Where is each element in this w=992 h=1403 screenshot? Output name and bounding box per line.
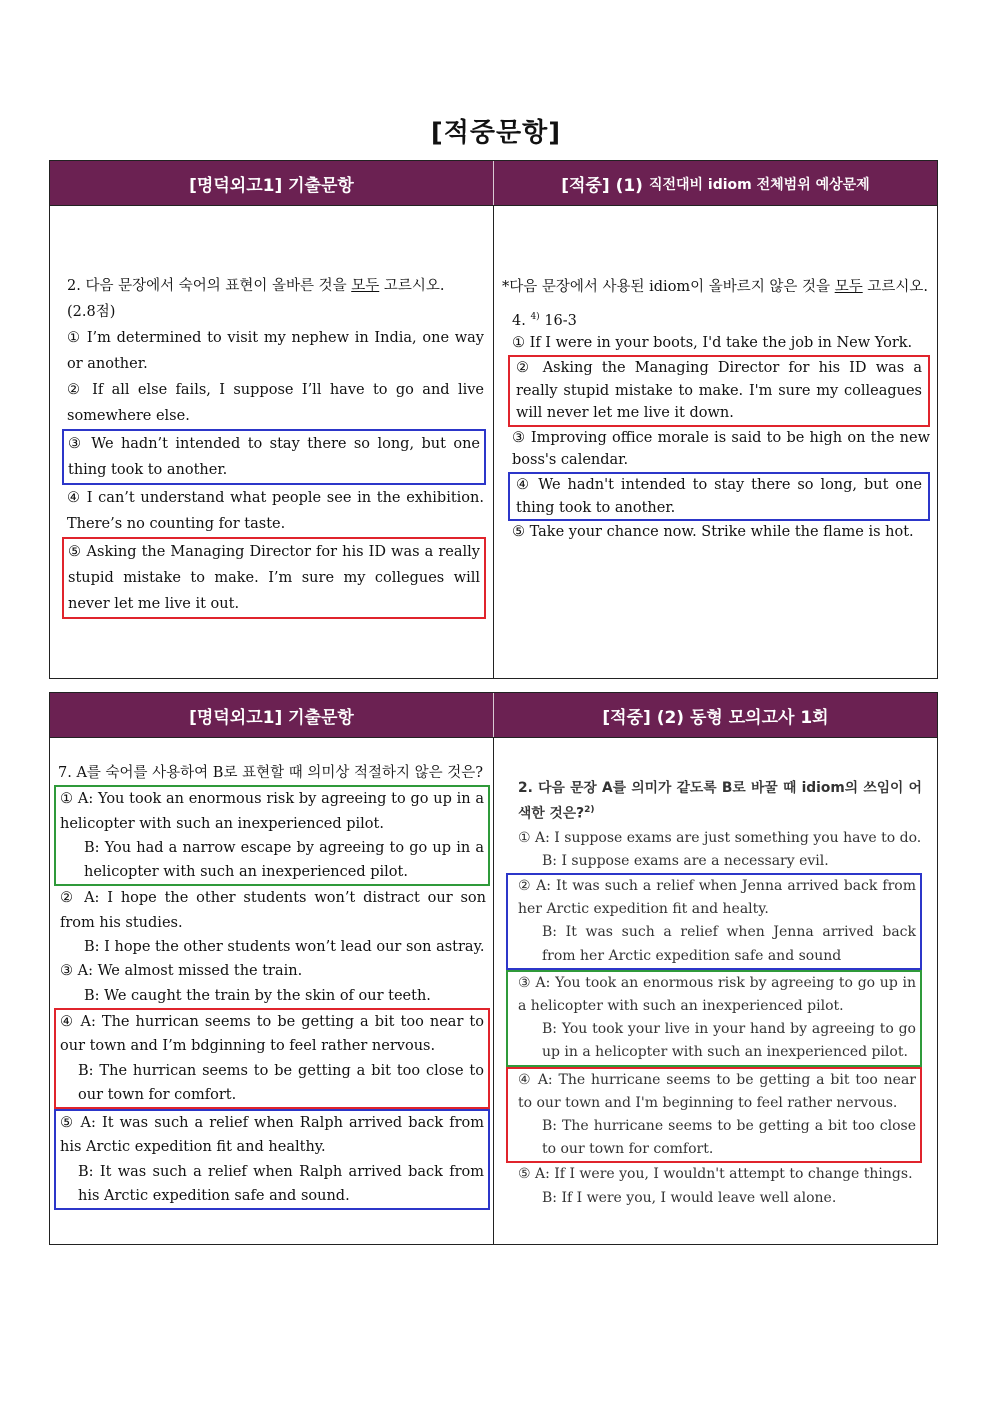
option-4-highlight xyxy=(506,1067,922,1164)
left-header: [명덕외고1] 기출문항 xyxy=(50,161,494,206)
option-5-b: B: It was such a relief when Ralph arrived back from his Arctic expedition safe and sound. xyxy=(78,1163,484,1205)
option-3-highlight: ③ We hadn’t intended to stay there so long, but one thing took to another. xyxy=(62,429,486,485)
option-3-a: ③ A: We almost missed the train. xyxy=(60,963,303,980)
option-4-b: B: The hurrican seems to be getting a bit too close to our town for comfort. xyxy=(78,1062,484,1103)
option-2-b: B: I hope the other students won’t lead our son astray. xyxy=(84,939,485,956)
left-question-block xyxy=(62,273,486,619)
option-1 xyxy=(506,827,922,873)
right-question-block xyxy=(506,777,922,1210)
stem-underlined: 모두 xyxy=(351,278,380,294)
option-2-b: B: It was such a relief when Jenna arrived back from her Arctic expedition safe and sound xyxy=(542,924,916,964)
right-header-tag: [적중] (1) xyxy=(561,176,643,196)
option-1: ① If I were in your boots, I'd take the job in New York. xyxy=(512,335,913,352)
right-header: [적중] (2) 동형 모의고사 1회 xyxy=(494,693,937,738)
option-5-b: B: If I were you, I would leave well alone. xyxy=(542,1189,837,1206)
option-5-highlight: ⑤ Asking the Managing Director for his ID was a really stupid mistake to make. I’m sure my collegues will never let me live it out. xyxy=(62,537,486,619)
option-4-a: ④ A: The hurricane seems to be getting a bit too near to our town and I'm beginning to feel rather nervous. xyxy=(518,1071,916,1111)
option-2-a: ② A: I hope the other students won’t distract our son from his studies. xyxy=(60,890,486,931)
option-4-b: B: The hurricane seems to be getting a bit too close to our town for comfort. xyxy=(542,1118,916,1158)
option-5-highlight xyxy=(54,1109,490,1210)
option-4-a: ④ A: The hurrican seems to be getting a bit too near to our town and I’m bdginning to feel rather nervous. xyxy=(60,1013,484,1055)
stem-underlined: 모두 xyxy=(834,279,863,295)
comparison-table-1 xyxy=(49,160,938,679)
points: (2.8점) xyxy=(67,304,116,320)
stem-text: 2. 다음 문장 A를 의미가 같도록 B로 바꿀 때 idiom의 쓰임이 어색한 것은? xyxy=(518,780,922,822)
option-2 xyxy=(54,886,490,1007)
question-stem xyxy=(502,274,930,300)
option-3: ③ Improving office morale is said to be high on the new boss's calendar. xyxy=(512,429,930,469)
option-3-b: B: You took your live in your hand by agreeing to go up in a helicopter with such an inexperienced pilot. xyxy=(542,1021,916,1061)
option-5-a: ⑤ A: It was such a relief when Ralph arrived back from his Arctic expedition fit and healthy. xyxy=(60,1115,484,1156)
question-stem xyxy=(62,273,486,299)
question-stem: 7. A를 숙어를 사용하여 B로 표현할 때 의미상 적절하지 않은 것은? xyxy=(58,765,483,781)
left-question-block xyxy=(54,761,490,1210)
question-stem xyxy=(506,777,922,825)
option-1-b: B: You had a narrow escape by agreeing to go up in a helicopter with such an inexperienced pilot. xyxy=(84,839,484,881)
number: 4. xyxy=(512,312,526,329)
option-1-a: ① A: You took an enormous risk by agreeing to go up in a helicopter with such an inexperienced pilot. xyxy=(60,791,484,832)
option-1: ① I’m determined to visit my nephew in India, one way or another. xyxy=(67,330,484,372)
stem-text: *다음 문장에서 사용된 idiom이 올바르지 않은 것을 xyxy=(502,279,835,295)
stem-text-end: 고르시오. xyxy=(862,279,928,295)
stem-text: 2. 다음 문장에서 숙어의 표현이 올바른 것을 xyxy=(67,278,352,294)
option-3-b: B: We caught the train by the skin of our teeth. xyxy=(84,987,431,1004)
stem-text-end: 고르시오. xyxy=(379,278,445,294)
option-4-highlight: ④ We hadn't intended to stay there so long, but one thing took to another. xyxy=(508,472,930,521)
column-divider xyxy=(493,206,494,678)
question-body xyxy=(502,306,930,355)
option-2-highlight xyxy=(506,873,922,970)
page-title: [적중문항] xyxy=(430,118,562,148)
footnote-mark: 2) xyxy=(584,805,595,815)
left-header: [명덕외고1] 기출문항 xyxy=(50,693,494,738)
footnote-mark: 4) xyxy=(530,312,540,322)
option-4-highlight xyxy=(54,1008,490,1109)
reference: 16-3 xyxy=(544,312,577,329)
option-5: ⑤ Take your chance now. Strike while the flame is hot. xyxy=(512,524,914,541)
right-question-block xyxy=(502,274,930,544)
option-5-a: ⑤ A: If I were you, I wouldn't attempt to change things. xyxy=(518,1166,913,1183)
option-1-b: B: I suppose exams are a necessary evil. xyxy=(542,852,829,869)
option-3-a: ③ A: You took an enormous risk by agreeing to go up in a helicopter with such an inexperienced pilot. xyxy=(518,974,916,1015)
option-2-a: ② A: It was such a relief when Jenna arrived back from her Arctic expedition fit and healty. xyxy=(518,878,916,918)
column-divider xyxy=(493,738,494,1244)
option-3-highlight xyxy=(506,970,922,1067)
right-header-subtitle: 직전대비 idiom 전체범위 예상문제 xyxy=(648,176,870,193)
option-5 xyxy=(506,1163,922,1209)
option-2-highlight: ② Asking the Managing Director for his ID was a really stupid mistake to make. I'm sure my colleagues will never let me live it down. xyxy=(508,355,930,427)
comparison-table-2 xyxy=(49,692,938,1245)
right-header xyxy=(494,161,937,206)
option-1-a: ① A: I suppose exams are just something you have to do. xyxy=(518,829,922,846)
option-4: ④ I can’t understand what people see in the exhibition. There’s no counting for taste. xyxy=(67,490,484,532)
option-1-highlight xyxy=(54,785,490,886)
question-number xyxy=(512,306,930,332)
option-2: ② If all else fails, I suppose I’ll have to go and live somewhere else. xyxy=(67,382,484,424)
